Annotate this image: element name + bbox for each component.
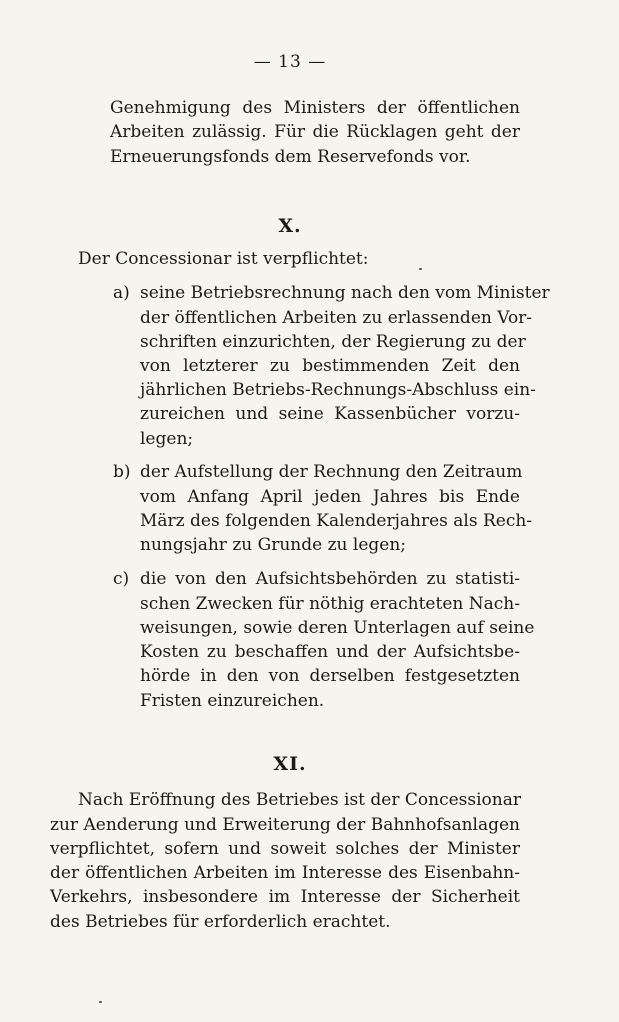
- section-xi-line: Verkehrs, insbesondere im Interesse der Sicherheit: [50, 887, 520, 907]
- intro-line: Arbeiten zulässig. Für die Rücklagen geht der: [110, 122, 520, 142]
- item-b-label: b): [113, 462, 131, 482]
- section-xi-line: verpflichtet, sofern und soweit solches der Minister: [50, 839, 520, 859]
- paper-speck: [99, 1001, 102, 1003]
- item-a-line: von letzterer zu bestimmenden Zeit den: [140, 356, 520, 376]
- item-c-line: hörde in den von derselben festgesetzten: [140, 666, 520, 686]
- item-a-label: a): [113, 283, 130, 303]
- page-number: — 13 —: [253, 52, 327, 72]
- item-c-line: die von den Aufsichtsbehörden zu statisti-: [140, 569, 520, 589]
- paper-speck: [419, 268, 422, 270]
- item-a-line: der öffentlichen Arbeiten zu erlassenden Vor-: [140, 308, 533, 328]
- item-c-line: Fristen einzureichen.: [140, 691, 325, 711]
- item-c-label: c): [113, 569, 130, 589]
- item-c-line: schen Zwecken für nöthig erachteten Nach-: [140, 594, 520, 614]
- section-xi-line: des Betriebes für erforderlich erachtet.: [50, 912, 391, 932]
- item-a-line: zureichen und seine Kassenbücher vorzu-: [140, 404, 520, 424]
- item-b-line: März des folgenden Kalenderjahres als Rech-: [140, 511, 533, 531]
- item-c-line: Kosten zu beschaffen und der Aufsichtsbe-: [140, 642, 520, 662]
- item-b-line: nungsjahr zu Grunde zu legen;: [140, 535, 407, 555]
- section-x-heading: X.: [278, 215, 302, 237]
- section-x-lead: Der Concessionar ist verpflichtet:: [78, 249, 369, 269]
- intro-line: Genehmigung des Ministers der öffentlichen: [110, 98, 520, 118]
- item-b-line: vom Anfang April jeden Jahres bis Ende: [140, 487, 520, 507]
- intro-line: Erneuerungsfonds dem Reservefonds vor.: [110, 147, 471, 167]
- section-xi-line: zur Aenderung und Erweiterung der Bahnhofsanlagen: [50, 815, 520, 835]
- item-b-line: der Aufstellung der Rechnung den Zeitraum: [140, 462, 523, 482]
- item-a-line: seine Betriebsrechnung nach den vom Minister: [140, 283, 550, 303]
- item-a-line: jährlichen Betriebs-Rechnungs-Abschluss ein-: [140, 380, 536, 400]
- item-a-line: schriften einzurichten, der Regierung zu der: [140, 332, 526, 352]
- item-c-line: weisungen, sowie deren Unterlagen auf seine: [140, 618, 535, 638]
- section-xi-heading: XI.: [273, 753, 307, 775]
- item-a-line: legen;: [140, 429, 194, 449]
- section-xi-line: der öffentlichen Arbeiten im Interesse des Eisenbahn-: [50, 863, 520, 883]
- section-xi-line: Nach Eröffnung des Betriebes ist der Concessionar: [78, 790, 521, 810]
